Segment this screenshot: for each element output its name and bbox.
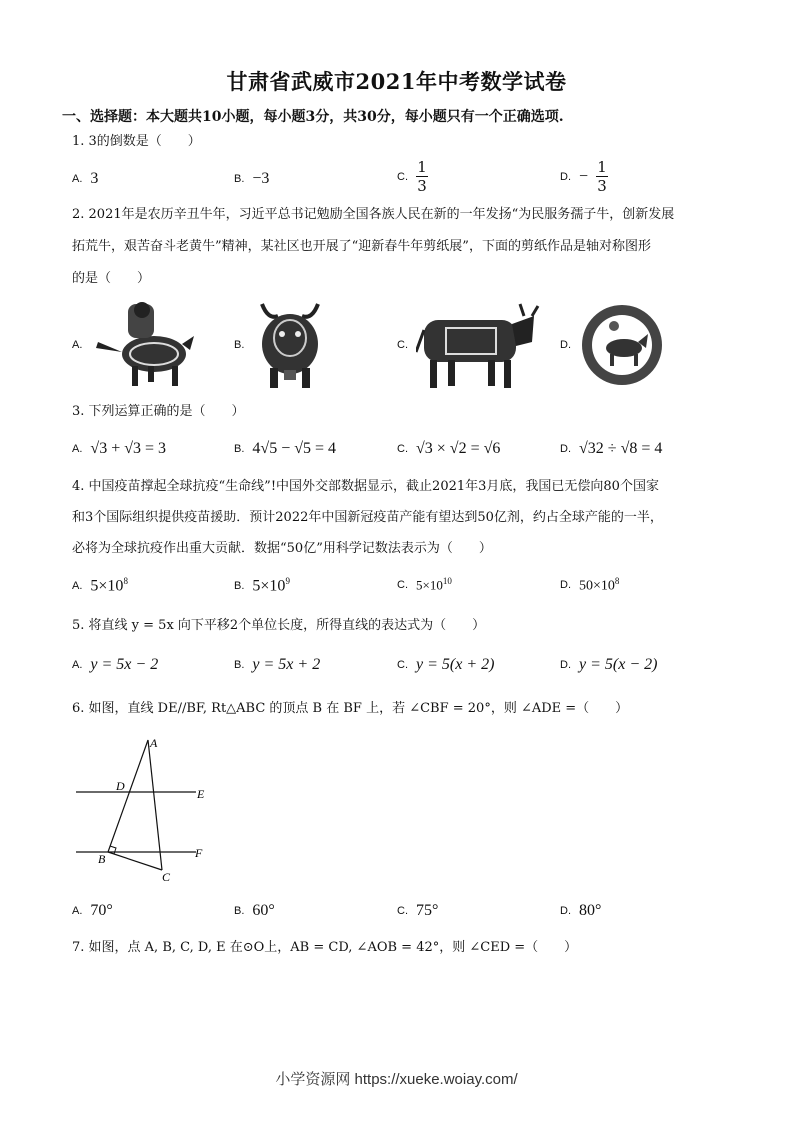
q3-option-b[interactable]: [234, 440, 336, 458]
question-4-line-3: 必将为全球抗疫作出重大贡献．数据“50亿”用科学记数法表示为（ ）: [72, 541, 492, 556]
q1-option-c[interactable]: [397, 158, 428, 195]
geometry-figure: [70, 728, 220, 886]
question-6-stem: 6. 如图，直线 DE//BF, Rt△ABC 的顶点 B 在 BF 上，若 ∠CBF = 20°，则 ∠ADE =（ ）: [72, 701, 629, 716]
option-label: D.: [560, 905, 571, 917]
minus-sign: −: [579, 167, 589, 185]
q3-option-d[interactable]: [560, 440, 662, 458]
exponent: 8: [614, 576, 620, 586]
ox-papercut-a-image[interactable]: [92, 296, 198, 392]
q2-option-a-label: A.: [72, 339, 83, 351]
option-value: y = 5x + 2: [252, 656, 321, 673]
q5-option-b[interactable]: [234, 656, 320, 674]
question-2-line-1: 2. 2021年是农历辛丑牛年，习近平总书记勉励全国各族人民在新的一年发扬“为民服务孺子牛，创新发展: [72, 207, 675, 222]
ox-papercut-c-image[interactable]: [416, 302, 540, 390]
denominator: 3: [597, 177, 607, 195]
option-label: B.: [234, 443, 245, 455]
option-value: y = 5(x − 2): [579, 656, 658, 673]
option-label: A.: [72, 173, 83, 185]
point-c-label: C: [162, 870, 171, 884]
q4-option-a[interactable]: [72, 576, 128, 595]
question-4-line-2: 和3个国际组织提供疫苗援助．预计2022年中国新冠疫苗产能有望达到50亿剂，约占全球产能的一半，: [72, 510, 663, 525]
option-label: B.: [234, 659, 245, 671]
option-label: A.: [72, 443, 83, 455]
option-label: A.: [72, 905, 83, 917]
numerator: 1: [417, 158, 427, 176]
option-value: √3 × √2 = √6: [416, 440, 501, 457]
option-label: A.: [72, 579, 83, 592]
point-d-label: D: [116, 779, 125, 793]
q6-option-d[interactable]: [560, 902, 601, 920]
numerator: 1: [597, 158, 607, 176]
question-1-stem: 1. 3的倒数是（ ）: [72, 134, 201, 149]
question-5-stem: 5. 将直线 y = 5x 向下平移2个单位长度，所得直线的表达式为（ ）: [72, 618, 486, 633]
option-label: C.: [397, 170, 408, 183]
exponent: 9: [285, 576, 290, 586]
option-label: C.: [397, 578, 408, 591]
option-label: D.: [560, 659, 571, 671]
option-label: D.: [560, 170, 571, 183]
q1-option-a[interactable]: [72, 170, 98, 188]
exponent: 10: [442, 576, 452, 586]
q6-option-c[interactable]: [397, 902, 438, 920]
option-value: 4√5 − √5 = 4: [252, 440, 337, 457]
option-label: D.: [560, 443, 571, 455]
denominator: 3: [417, 177, 427, 195]
question-4-line-1: 4. 中国疫苗撑起全球抗疫“生命线”!中国外交部数据显示，截止2021年3月底，我国已无偿向80个国家: [72, 479, 659, 494]
segment-ab: [108, 740, 148, 852]
option-value: 60°: [252, 902, 275, 919]
option-label: B.: [234, 173, 245, 185]
option-value: 80°: [579, 902, 602, 919]
q3-option-c[interactable]: [397, 440, 500, 458]
q5-option-c[interactable]: [397, 656, 494, 674]
q5-option-d[interactable]: [560, 656, 657, 674]
option-label: B.: [234, 579, 245, 592]
page-footer: 小学资源网 https://xueke.woiay.com/: [275, 1071, 518, 1088]
ox-papercut-d-image[interactable]: [580, 302, 664, 388]
option-label: A.: [72, 659, 83, 671]
base: 5×10: [416, 577, 443, 593]
option-value: −3: [252, 170, 270, 187]
point-a-label: A: [150, 736, 158, 750]
option-value: √32 ÷ √8 = 4: [579, 440, 663, 457]
point-e-label: E: [197, 787, 205, 801]
section-heading: 一、选择题：本大题共10小题，每小题3分，共30分，每小题只有一个正确选项.: [62, 109, 564, 125]
ox-papercut-b-image[interactable]: [254, 298, 326, 390]
q6-option-b[interactable]: [234, 902, 275, 920]
q3-option-a[interactable]: [72, 440, 166, 458]
segment-ac: [148, 740, 162, 870]
option-value: y = 5x − 2: [90, 656, 159, 673]
option-label: B.: [234, 905, 245, 917]
option-label: C.: [397, 659, 408, 671]
option-value: 3: [90, 170, 99, 187]
base: 5×10: [252, 577, 286, 595]
question-2-line-2: 拓荒牛，艰苦奋斗老黄牛”精神，某社区也开展了“迎新春牛年剪纸展”，下面的剪纸作品是轴对称图形: [72, 239, 651, 254]
option-value: [252, 576, 290, 595]
q4-option-c[interactable]: [397, 576, 452, 593]
option-value: 70°: [90, 902, 113, 919]
q1-option-b[interactable]: [234, 170, 269, 188]
exponent: 8: [123, 576, 128, 586]
point-b-label: B: [98, 852, 106, 866]
q6-option-a[interactable]: [72, 902, 113, 920]
q2-option-d-label: D.: [560, 339, 571, 351]
fraction: [416, 158, 428, 195]
question-2-line-3: 的是（ ）: [72, 271, 151, 286]
option-label: D.: [560, 579, 571, 592]
segment-bc: [108, 852, 162, 870]
base: 50×10: [579, 578, 615, 594]
option-label: C.: [397, 905, 408, 917]
base: 5×10: [90, 577, 124, 595]
option-value: [90, 576, 128, 595]
q1-option-d[interactable]: [560, 158, 608, 195]
option-value: 75°: [416, 902, 439, 919]
question-7-stem: 7. 如图，点 A, B, C, D, E 在⊙O上，AB = CD, ∠AOB = 42°，则 ∠CED =（ ）: [72, 940, 578, 955]
q5-option-a[interactable]: [72, 656, 158, 674]
option-label: C.: [397, 443, 408, 455]
q2-option-c-label: C.: [397, 339, 408, 351]
q4-option-b[interactable]: [234, 576, 290, 595]
option-value: [579, 576, 619, 595]
exam-title: 甘肃省武威市2021年中考数学试卷: [226, 69, 567, 94]
fraction: [596, 158, 608, 195]
option-value: [416, 576, 452, 593]
q4-option-d[interactable]: [560, 576, 619, 595]
question-3-stem: 3. 下列运算正确的是（ ）: [72, 404, 245, 419]
option-value: y = 5(x + 2): [416, 656, 495, 673]
point-f-label: F: [195, 846, 203, 860]
q2-option-b-label: B.: [234, 339, 245, 351]
option-value: √3 + √3 = 3: [90, 440, 167, 457]
